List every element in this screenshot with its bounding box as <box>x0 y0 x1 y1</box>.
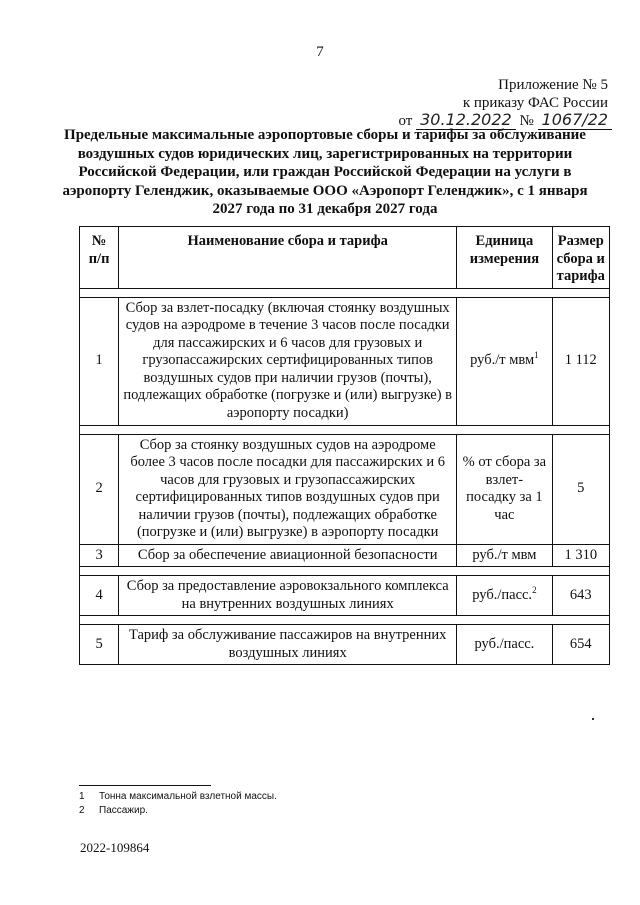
cell-value: 654 <box>552 625 609 665</box>
cell-num: 1 <box>80 297 119 425</box>
handwritten-number: 1067/22 <box>538 110 612 130</box>
footnote-text: Пассажир. <box>99 805 148 816</box>
cell-num: 2 <box>80 434 119 544</box>
cell-value: 1 112 <box>552 297 609 425</box>
footnote-ref: 1 <box>534 350 539 361</box>
handwritten-date: 30.12.2022 <box>416 110 516 130</box>
header-name: Наименование сбора и тарифа <box>119 227 457 289</box>
table-row <box>80 297 610 425</box>
header-num: № п/п <box>80 227 119 289</box>
footnotes <box>79 790 277 818</box>
cell-unit <box>457 297 552 425</box>
cell-name: Тариф за обслуживание пассажиров на внутренних воздушных линиях <box>119 625 457 665</box>
cell-value: 643 <box>552 576 609 616</box>
number-prefix: № <box>519 113 534 129</box>
cell-name: Сбор за обеспечение авиационной безопасности <box>119 544 457 567</box>
cell-num: 5 <box>80 625 119 665</box>
unit-text: руб./пасс. <box>472 586 533 603</box>
unit-text: руб./т мвм <box>472 546 537 563</box>
table-row <box>80 544 610 567</box>
document-code: 2022-109864 <box>80 840 150 855</box>
footnote-text: Тонна максимальной взлетной массы. <box>99 791 277 802</box>
table-header-row <box>80 227 610 289</box>
table-row <box>80 434 610 544</box>
cell-unit <box>457 625 552 665</box>
footnote-ref: 2 <box>532 584 537 595</box>
annex-block <box>463 76 608 112</box>
cell-name: Сбор за предоставление аэровокзального комплекса на внутренних воздушных линиях <box>119 576 457 616</box>
fees-table <box>79 226 610 665</box>
footnote <box>79 804 277 818</box>
document-title: Предельные максимальные аэропортовые сборы и тарифы за обслуживание воздушных судов юридических лиц, зарегистрированных на территории Российской Федерации, или граждан Российской Федерации на услуги в аэропорту Геленджик, оказываемые ООО «Аэропорт Геленджик», с 1 января 2027 года по 31 декабря 2027 года <box>62 127 588 217</box>
table-row <box>80 625 610 665</box>
cell-unit <box>457 544 552 567</box>
cell-name: Сбор за взлет-посадку (включая стоянку воздушных судов на аэродроме в течение 3 часов после посадки для пассажирских и 6 часов для грузовых и грузопассажирских сертифицированных типов воздушных судов при наличии грузов (почты), подлежащих обработке (погрузке и (или) выгрузке) в аэропорту посадки) <box>119 297 457 425</box>
header-unit: Единица измерения <box>457 227 552 289</box>
from-prefix: от <box>398 113 413 129</box>
cell-unit <box>457 576 552 616</box>
row-spacer <box>80 288 610 297</box>
unit-text: руб./пасс. <box>474 635 535 652</box>
cell-name: Сбор за стоянку воздушных судов на аэродроме более 3 часов после посадки для пассажирских и 6 часов для грузовых и грузопассажирских сертифицированных типов воздушных судов при наличии грузов (почты), подлежащих обработке (погрузке и (или) выгрузке) в аэропорту посадки <box>119 434 457 544</box>
cell-value: 1 310 <box>552 544 609 567</box>
cell-value: 5 <box>552 434 609 544</box>
cell-unit <box>457 434 552 544</box>
scan-speck <box>592 718 594 720</box>
row-spacer <box>80 616 610 625</box>
unit-text: руб./т мвм <box>470 352 535 369</box>
cell-num: 3 <box>80 544 119 567</box>
row-spacer <box>80 425 610 434</box>
unit-text: % от сбора за взлет-посадку за 1 час <box>462 454 547 523</box>
cell-num: 4 <box>80 576 119 616</box>
footnote-number: 1 <box>79 791 85 802</box>
footnote <box>79 790 277 804</box>
footnote-divider <box>79 785 211 786</box>
header-value: Размер сбора и тарифа <box>552 227 609 289</box>
row-spacer <box>80 567 610 576</box>
annex-order-ref: к приказу ФАС России <box>462 95 608 111</box>
table-row <box>80 576 610 616</box>
page-number: 7 <box>316 44 324 60</box>
footnote-number: 2 <box>79 805 85 816</box>
annex-title: Приложение № 5 <box>498 77 608 93</box>
